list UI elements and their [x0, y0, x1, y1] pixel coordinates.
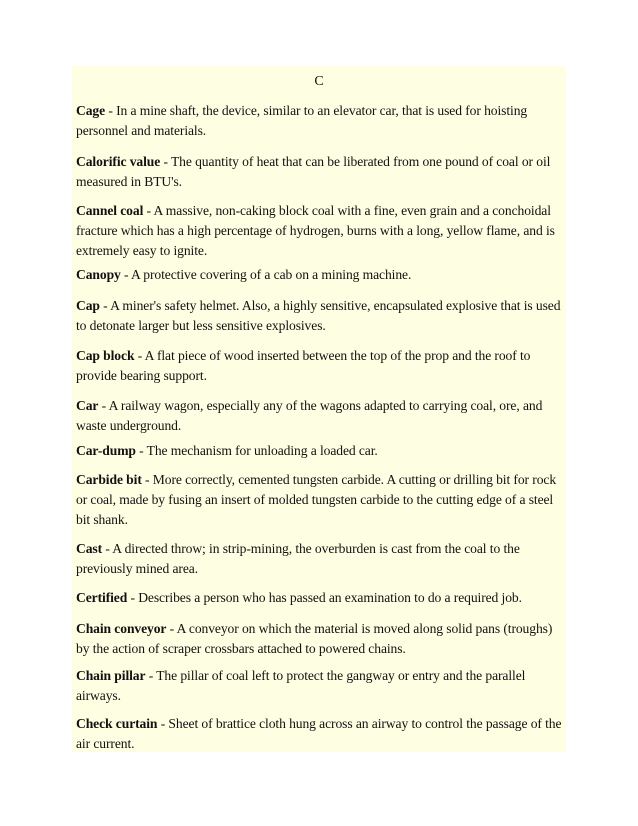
glossary-entry-car-dump: [76, 441, 566, 461]
entry-term: Cap block: [76, 348, 135, 363]
entry-definition: - A massive, non-caking block coal with a fine, even grain and a conchoidal fracture which has a high percentage of hydrogen, burns with a long, yellow flame, and is extremely easy to ignite.: [76, 203, 555, 258]
entry-term: Calorific value: [76, 154, 161, 169]
entry-definition: - A flat piece of wood inserted between the top of the prop and the roof to provide bearing support.: [76, 348, 531, 383]
entry-definition: - The pillar of coal left to protect the gangway or entry and the parallel airways.: [76, 668, 526, 703]
entry-definition: - Describes a person who has passed an examination to do a required job.: [127, 590, 522, 605]
glossary-entry-cannel-coal: [76, 201, 566, 261]
entry-definition: - Sheet of brattice cloth hung across an airway to control the passage of the air current.: [76, 716, 562, 751]
section-letter-heading: C: [314, 74, 324, 89]
glossary-entry-cap-block: [76, 346, 566, 386]
entry-term: Car-dump: [76, 443, 136, 458]
entry-term: Canopy: [76, 267, 121, 282]
entry-definition: - A protective covering of a cab on a mining machine.: [120, 267, 412, 282]
entry-term: Certified: [76, 590, 128, 605]
entry-term: Cap: [76, 298, 100, 313]
entry-definition: - The quantity of heat that can be liberated from one pound of coal or oil measured in BTU's.: [76, 154, 551, 189]
glossary-entry-chain-pillar: [76, 666, 566, 706]
glossary-entry-cage: [76, 101, 566, 141]
glossary-entry-cast: [76, 539, 566, 579]
entry-definition: - A conveyor on which the material is moved along solid pans (troughs) by the action of scraper crossbars attached to powered chains.: [76, 621, 553, 656]
glossary-entry-canopy: [76, 265, 566, 285]
entry-definition: - The mechanism for unloading a loaded car.: [135, 443, 378, 458]
entry-term: Cannel coal: [76, 203, 144, 218]
entry-definition: - In a mine shaft, the device, similar to an elevator car, that is used for hoisting personnel and materials.: [76, 103, 528, 138]
entry-term: Check curtain: [76, 716, 158, 731]
entry-term: Car: [76, 398, 99, 413]
entry-term: Cast: [76, 541, 103, 556]
entry-definition: - A railway wagon, especially any of the wagons adapted to carrying coal, ore, and waste underground.: [76, 398, 543, 433]
glossary-entry-car: [76, 396, 566, 436]
entry-definition: - A directed throw; in strip-mining, the overburden is cast from the coal to the previously mined area.: [76, 541, 520, 576]
glossary-entry-check-curtain: [76, 714, 566, 754]
entry-term: Cage: [76, 103, 106, 118]
entry-term: Carbide bit: [76, 472, 142, 487]
entry-definition: - A miner's safety helmet. Also, a highly sensitive, encapsulated explosive that is used to detonate larger but less sensitive explosives.: [76, 298, 561, 333]
glossary-entry-calorific-value: [76, 152, 566, 192]
entry-definition: - More correctly, cemented tungsten carbide. A cutting or drilling bit for rock or coal, made by fusing an insert of molded tungsten carbide to the cutting edge of a steel bit shank.: [76, 472, 557, 527]
glossary-entry-chain-conveyor: [76, 619, 566, 659]
glossary-entry-certified: [76, 588, 566, 608]
entry-term: Chain pillar: [76, 668, 146, 683]
entry-term: Chain conveyor: [76, 621, 167, 636]
glossary-entry-carbide-bit: [76, 470, 566, 530]
glossary-entry-cap: [76, 296, 566, 336]
